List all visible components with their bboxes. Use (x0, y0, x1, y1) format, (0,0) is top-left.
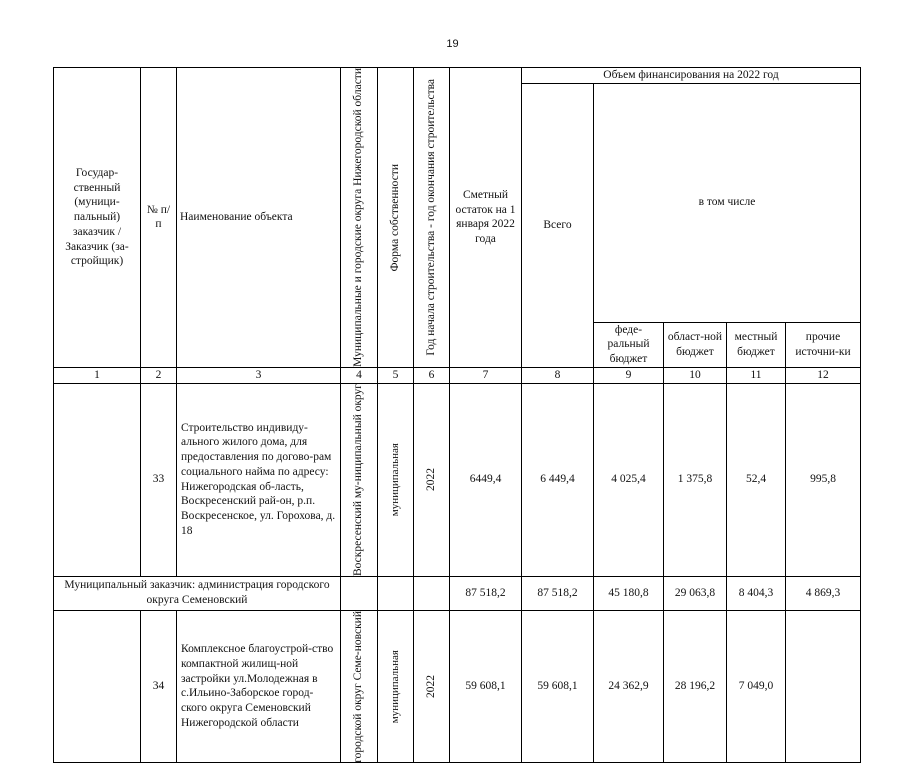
row-years (414, 383, 450, 576)
header-customer: Государ-ственный (муници-пальный) заказчик / Заказчик (за-стройщик) (54, 68, 141, 368)
row-number: 33 (141, 383, 177, 576)
header-other: прочие источни-ки (786, 322, 861, 367)
row-other: 995,8 (786, 383, 861, 576)
page-number: 19 (446, 38, 459, 50)
row-ownership (378, 576, 414, 610)
row-local: 52,4 (727, 383, 786, 576)
row-other: 4 869,3 (786, 576, 861, 610)
header-including: в том числе (594, 83, 861, 322)
column-number: 12 (786, 367, 861, 383)
column-number: 2 (141, 367, 177, 383)
header-ownership (378, 68, 414, 368)
column-number: 9 (594, 367, 664, 383)
row-object-name: Строительство индивиду-ального жилого дома, для предоставления по догово-рам социального найма по адресу: Нижегородская об-ласть, Воскресенский рай-он, р.п. Воскресенское, ул. Горохова, д. 18 (177, 383, 341, 576)
row-total: 59 608,1 (522, 610, 594, 763)
row-other (786, 610, 861, 763)
row-regional: 28 196,2 (664, 610, 727, 763)
column-number: 8 (522, 367, 594, 383)
row-balance: 6449,4 (450, 383, 522, 576)
header-federal: феде-ральный бюджет (594, 322, 664, 367)
row-ownership-text: муниципальная (389, 649, 402, 724)
header-total: Всего (522, 83, 594, 367)
row-municipality (341, 610, 378, 763)
header-years-text: Год начала строительства - год окончания строительства (424, 79, 437, 356)
table-row-33 (54, 383, 861, 576)
row-municipality-text: Воскресенский му-ниципальный округ (352, 383, 365, 576)
header-years (414, 68, 450, 368)
row-municipality (341, 576, 378, 610)
header-local: местный бюджет (727, 322, 786, 367)
row-federal: 45 180,8 (594, 576, 664, 610)
column-number: 4 (341, 367, 378, 383)
header-financing-title: Объем финансирования на 2022 год (522, 68, 861, 84)
column-number: 1 (54, 367, 141, 383)
row-customer (54, 383, 141, 576)
row-years (414, 576, 450, 610)
row-ownership-text: муниципальная (389, 442, 402, 517)
header-regional: област-ной бюджет (664, 322, 727, 367)
row-local: 7 049,0 (727, 610, 786, 763)
column-number: 7 (450, 367, 522, 383)
row-balance: 59 608,1 (450, 610, 522, 763)
financing-table (53, 67, 861, 763)
column-number: 5 (378, 367, 414, 383)
row-years-text: 2022 (424, 674, 437, 698)
row-ownership (378, 383, 414, 576)
header-row-1 (54, 68, 861, 84)
header-municipality (341, 68, 378, 368)
column-number-row (54, 367, 861, 383)
column-number: 11 (727, 367, 786, 383)
row-customer (54, 610, 141, 763)
table-row-customer-subtotal (54, 576, 861, 610)
row-municipality (341, 383, 378, 576)
table-row-34 (54, 610, 861, 763)
column-number: 6 (414, 367, 450, 383)
row-regional: 29 063,8 (664, 576, 727, 610)
row-object-name: Комплексное благоустрой-ство компактной жилищ-ной застройки ул.Молодежная в с.Ильино-Заборское город-ского округа Семеновский Нижегородской области (177, 610, 341, 763)
header-municipality-text: Муниципальные и городские округа Нижегородской области (352, 68, 365, 367)
column-number: 3 (177, 367, 341, 383)
row-years (414, 610, 450, 763)
row-federal: 24 362,9 (594, 610, 664, 763)
header-number: № п/п (141, 68, 177, 368)
header-ownership-text: Форма собственности (388, 163, 401, 272)
header-object-name: Наименование объекта (177, 68, 341, 368)
row-balance: 87 518,2 (450, 576, 522, 610)
row-ownership (378, 610, 414, 763)
row-federal: 4 025,4 (594, 383, 664, 576)
row-total: 87 518,2 (522, 576, 594, 610)
row-total: 6 449,4 (522, 383, 594, 576)
row-years-text: 2022 (424, 468, 437, 492)
row-number: 34 (141, 610, 177, 763)
row-municipality-text: городской округ Семе-новский (352, 610, 365, 763)
column-number: 10 (664, 367, 727, 383)
row-local: 8 404,3 (727, 576, 786, 610)
header-balance: Сметный остаток на 1 января 2022 года (450, 68, 522, 368)
row-customer: Муниципальный заказчик: администрация городского округа Семеновский (54, 576, 341, 610)
row-regional: 1 375,8 (664, 383, 727, 576)
